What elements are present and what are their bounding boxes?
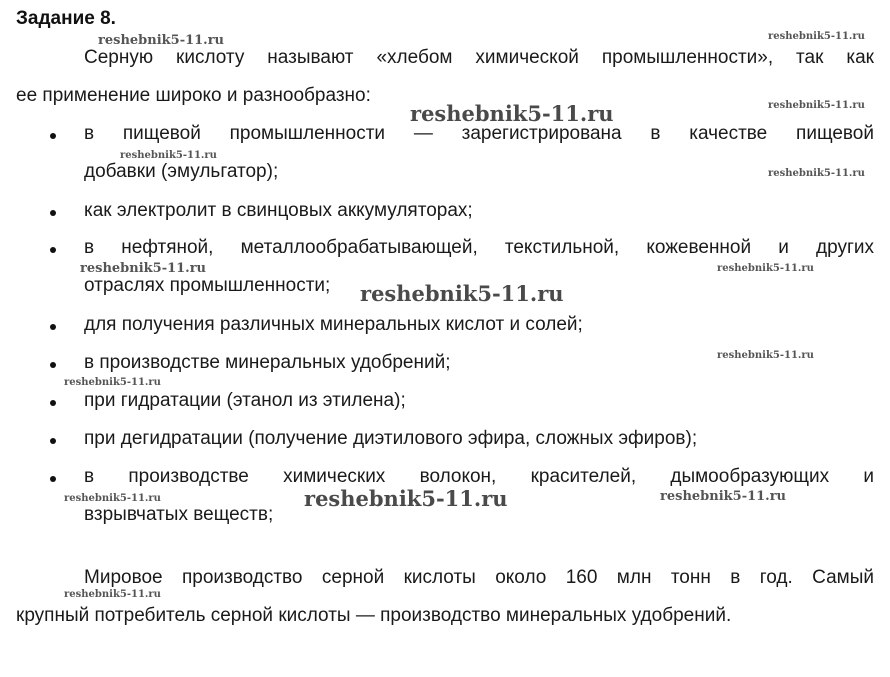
watermark-text: reshebnik5-11.ru (717, 263, 814, 274)
bullet-marker (50, 133, 56, 139)
watermark-text: reshebnik5-11.ru (98, 33, 225, 48)
bullet-marker (50, 210, 56, 216)
watermark-text: reshebnik5-11.ru (768, 31, 865, 42)
list-item-8-line-1: в производстве химических волокон, красителей, дымообразующих и (84, 466, 874, 487)
watermark-text: reshebnik5-11.ru (660, 489, 787, 504)
watermark-text: reshebnik5-11.ru (768, 168, 865, 179)
list-item-6-line-1: при гидратации (этанол из этилена); (84, 390, 406, 411)
watermark-text: reshebnik5-11.ru (304, 486, 508, 511)
bullet-marker (50, 400, 56, 406)
bullet-marker (50, 362, 56, 368)
list-item-2-line-1: как электролит в свинцовых аккумуляторах; (84, 200, 473, 221)
watermark-text: reshebnik5-11.ru (80, 261, 207, 276)
watermark-text: reshebnik5-11.ru (768, 100, 865, 111)
bullet-marker (50, 438, 56, 444)
list-item-3-line-1: в нефтяной, металлообрабатывающей, текстильной, кожевенной и других (84, 237, 874, 258)
list-item-3-line-2: отраслях промышленности; (84, 275, 331, 296)
watermark-text: reshebnik5-11.ru (64, 377, 161, 388)
list-item-1-line-2: добавки (эмульгатор); (84, 161, 279, 182)
list-item-8-line-2: взрывчатых веществ; (84, 504, 274, 525)
conclusion-line-2: крупный потребитель серной кислоты — производство минеральных удобрений. (16, 605, 732, 626)
bullet-marker (50, 247, 56, 253)
watermark-text: reshebnik5-11.ru (64, 493, 161, 504)
intro-line-2: ее применение широко и разнообразно: (16, 85, 371, 106)
watermark-text: reshebnik5-11.ru (120, 150, 217, 161)
intro-line-1: Серную кислоту называют «хлебом химической промышленности», так как (84, 47, 874, 68)
bullet-marker (50, 476, 56, 482)
list-item-7-line-1: при дегидратации (получение диэтилового эфира, сложных эфиров); (84, 428, 698, 449)
list-item-4-line-1: для получения различных минеральных кислот и солей; (84, 314, 583, 335)
watermark-text: reshebnik5-11.ru (410, 101, 614, 126)
watermark-text: reshebnik5-11.ru (717, 350, 814, 361)
watermark-text: reshebnik5-11.ru (64, 589, 161, 600)
watermark-text: reshebnik5-11.ru (360, 281, 564, 306)
list-item-5-line-1: в производстве минеральных удобрений; (84, 352, 451, 373)
conclusion-line-1: Мировое производство серной кислоты около 160 млн тонн в год. Самый (84, 567, 874, 588)
list-item-1-line-1: в пищевой промышленности — зарегистрирована в качестве пищевой (84, 123, 874, 144)
bullet-marker (50, 324, 56, 330)
task-title: Задание 8. (16, 8, 116, 29)
